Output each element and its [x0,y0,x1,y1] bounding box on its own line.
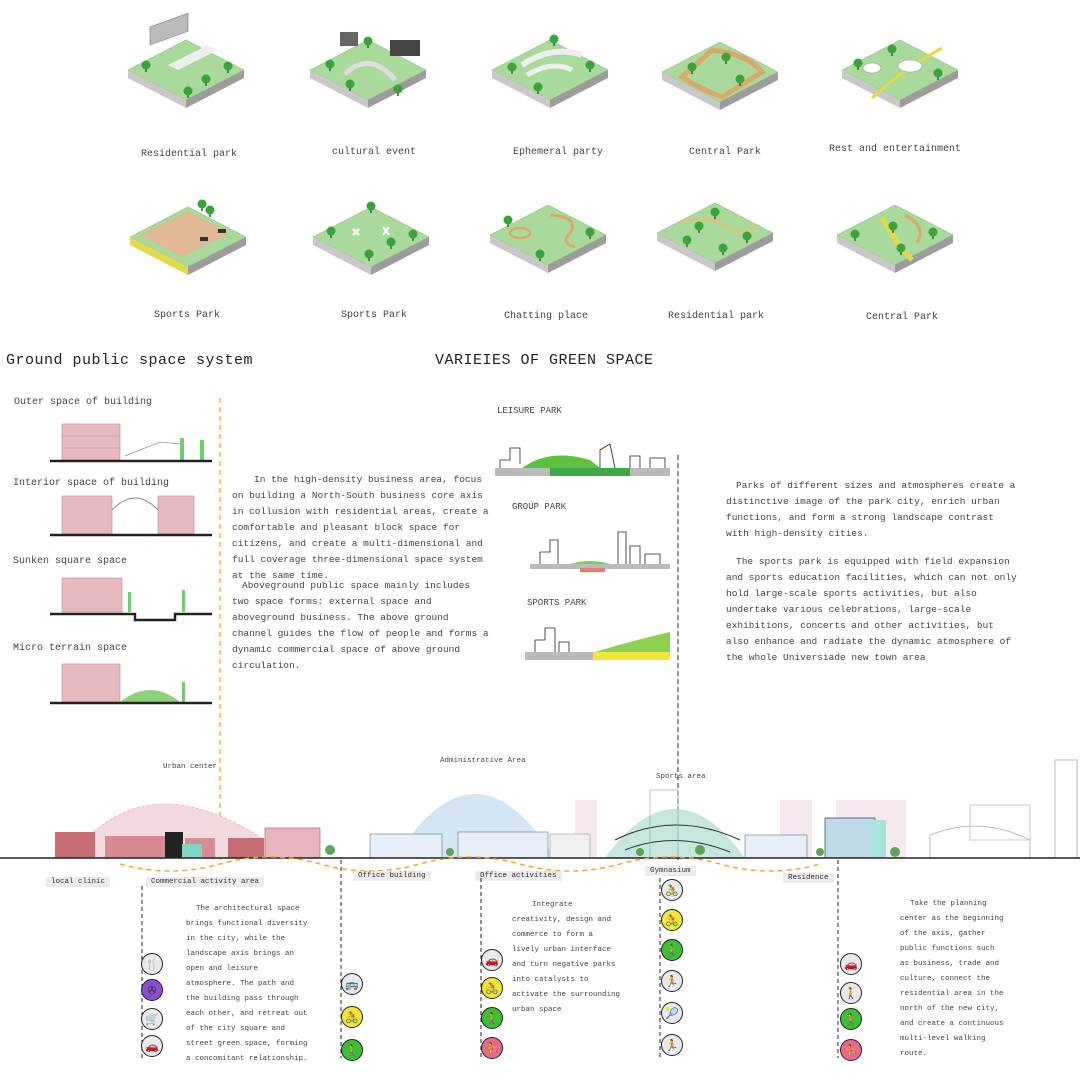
tile-label: cultural event [332,147,417,158]
area-tag: Residence [783,873,834,883]
zone-label: Sports area [656,773,706,781]
bottom-text-2: Integrate creativity, design and commerce to form a lively urban interface and turn negative parks into catalysts to activate the surrounding urban space [512,901,621,1014]
paragraph-center-2: Aboveground public space mainly includes two space forms: external space and aboveground business. The above ground channel guides the flow of people and forms a dynamic commercial space of above ground circulation. [232,580,489,671]
walking-icon: 🚶 [481,1007,503,1029]
heading-ground-public-space: Ground public space system [6,352,254,369]
tile-label: Central Park [866,312,939,323]
running-icon: 🏃 [661,970,683,992]
park-label: GROUP PARK [512,502,567,512]
walking-icon: 🚶 [840,1008,862,1030]
running-icon: 🏃 [661,1034,683,1056]
dining-icon: 🍴 [141,953,163,975]
tile-label: Ephemeral party [513,147,604,158]
cycling-icon: 🚴 [341,1006,363,1028]
bus-icon: 🚌 [341,973,363,995]
bottom-text-3: Take the planning center as the beginning of the axis, gather public functions such as business, trade and culture, connect the residential area in the north of the new city, and create a continuous multi-level walking route. [900,900,1004,1058]
park-label: SPORTS PARK [527,598,587,608]
heading-varieties-green-space: VARIEIES OF GREEN SPACE [435,352,654,369]
transport-icon: 🚗 [840,953,862,975]
cycling-icon: 🚴 [661,879,683,901]
section-label: Outer space of building [14,397,153,408]
fitness-icon: ⛹ [840,1039,862,1061]
area-tag: Office activities [475,871,562,881]
tile-label: Rest and entertainment [829,144,962,155]
hiking-icon: 🚶 [840,982,862,1004]
cycling-icon: 🚴 [661,909,683,931]
walking-icon: 🚶 [341,1039,363,1061]
paragraph-center-1: In the high-density business area, focus on building a North-South business core axis in collusion with residential areas, create a comfortable and pleasant block space for citizens, and create a multi-dimensional and full coverage three-dimensional space system at the same time. [232,474,489,581]
shopping-icon: 🛒 [141,1008,163,1030]
park-label: LEISURE PARK [497,406,562,416]
transport-icon: 🚗 [141,1035,163,1057]
zone-label: Administrative Area [440,757,526,765]
cycling-icon: 🚴 [481,977,503,999]
paragraph-right-2: The sports park is equipped with field expansion and sports education facilities, which can not only hold large-scale sports activities, but also undertake various celebrations, large-scale exhibitions, concerts and other activities, but also enhance and radiate the dynamic atmosphere of the whole Universiade new town area [726,556,1017,663]
tile-label: Residential park [141,149,238,160]
zone-label: Urban center [163,763,218,771]
bottom-text-1: The architectural space brings functional diversity in the city, while the landscape axis brings an open and leisure atmosphere. The path and the building pass through each other, and retreat out of the city square and street green space, forming a concomitant relationship. [186,905,308,1063]
area-tag: Commercial activity area [146,877,264,887]
paragraph-right-1: Parks of different sizes and atmospheres create a distinctive image of the park city, enrich urban functions, and form a strong landscape contrast with high-density cities. [726,480,1016,539]
area-tag: local clinic [46,877,110,887]
fitness-icon: ⛹ [481,1037,503,1059]
tile-label: Sports Park [154,310,221,321]
section-label: Sunken square space [13,556,128,567]
tennis-icon: 🎾 [661,1002,683,1024]
tile-label: Residential park [668,311,765,322]
section-label: Micro terrain space [13,643,128,654]
cinema-icon: ✇ [141,979,163,1001]
tile-label: Chatting place [504,311,589,322]
area-tag: Office building [353,871,431,881]
area-tag: Gymnasium [645,866,696,876]
transport-icon: 🚗 [481,949,503,971]
tile-label: Sports Park [341,310,408,321]
walking-icon: 🚶 [661,939,683,961]
tile-label: Central Park [689,147,762,158]
section-label: Interior space of building [13,478,170,489]
